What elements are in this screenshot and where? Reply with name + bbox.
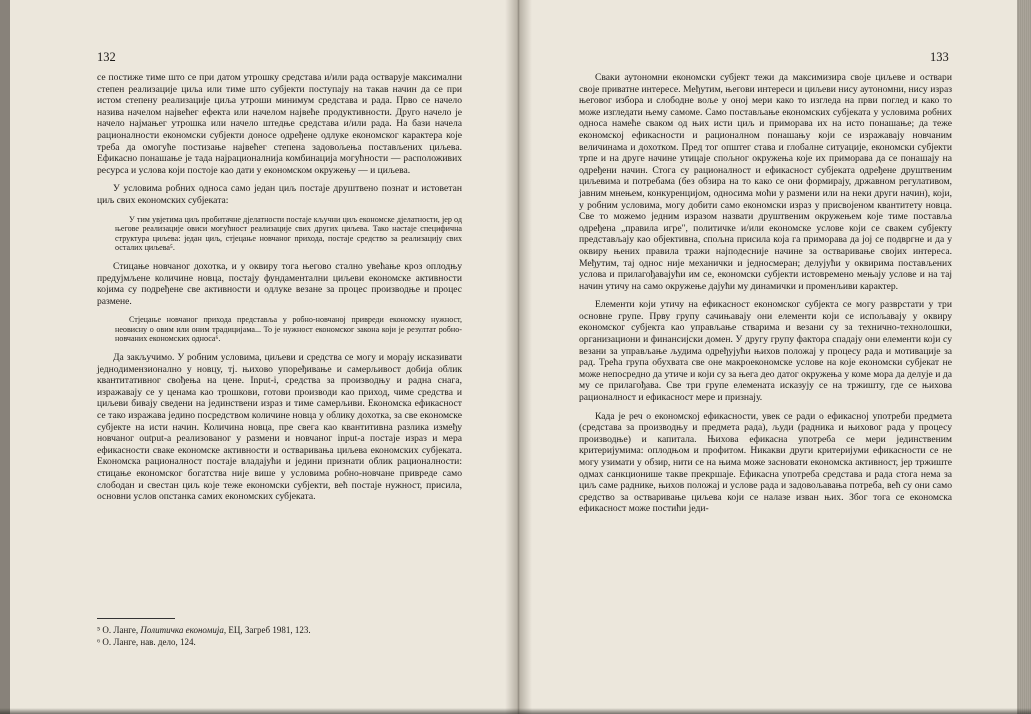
page-number: 133 <box>930 50 949 64</box>
paragraph: У условима робних односа само један циљ постаје друштвено познат и истоветан циљ свих економских субјеката: <box>97 183 462 206</box>
footnote-rest: ЕЦ, Загреб 1981, 123. <box>228 625 311 635</box>
footnote-rule <box>97 618 175 619</box>
footnote-author: О. Ланге, <box>102 637 139 647</box>
book-gutter <box>505 0 532 714</box>
page-edge <box>0 0 10 714</box>
paragraph: се постиже тиме што се при датом утрошку средстава и/или рада остварује максимални степен реализације циља или тиме што субјекти поступају на такав начин да се при истом степену реализације циља утроши минимум средстава и рада. Прво се начело назива начелом највећег ефекта или начелом највеће продуктивности. Друго начело је начело најмањег утрошка или начело штедње средстава и/или рада. На бази начела рационалности економски субјекти доносе одређене одлуке економског карактера које треба да омогуће постизање највећег степена задовољења постављених циљева. Ефикасно понашање је тада најрационалнија комбинација могућности — расположивих ресурса и услова који постоје као дати у економском окружењу — и циљева. <box>97 72 462 176</box>
block-quote: У тим увјетима циљ пробитачне дјелатности постаје кључни циљ економске дјелатности, јер од његове реализације овиси могућност реализације свих других циљева. Тако настаје специфична структура циљева: један циљ, стјецање новчаног прихода, постаје средство за реализацију свих осталих циљева⁵. <box>115 214 462 253</box>
paragraph: Сваки аутономни економски субјект тежи да максимизира своје циљеве и оствари своје приватне интересе. Међутим, његови интереси и циљеви нису аутономни, нису израз његовог избора и слободне воље у оној мери како то изгледа на први поглед и како то може изгледати њему самоме. Само постављање економских субјеката у условима робних односа намеће сваком од њих исти циљ и приморава их на исто понашање; да теже економској ефикасности и рационалном понашању који се изражавају новчаним величинама и дохотком. Пред тог општег става и глобалне ситуације, економски субјекти трпе и на друге начине утицаје спољног окружења које их приморава да се понашају на одређени начин. Стога су рационалност и ефикасност субјеката одређене друштвеним циљевима и потребама (без обзира на то како се они формирају, државном регулативом, јавним мнењем, конкуренцијом, односима моћи у размени или на неки други начин), који, у робним условима, могу добити само економски израз у присвојеном квантитету новца. Све то можемо једним изразом назвати друштвеним окружењем које тиме поставља одређена „правила игре", политичке и/или економске услове који се свакем субјекту представљају као објективна, спољна присила која га приморава да јој се подвргне и да у оквиру њених правила тражи најподесније начине за остваривање својих интереса. Међутим, тај однос није механички и једносмеран; делујући у оквирима постављених услова и прилагођавајући им се, економски субјекти истовремено мењају услове и на тај начин утичу на само окружење дајући му динамички и променљиви карактер. <box>579 72 952 292</box>
left-page <box>0 0 515 714</box>
footnote-rest: нав. дело, 124. <box>140 637 196 647</box>
footnote <box>97 624 462 636</box>
page-number: 132 <box>97 50 116 64</box>
footnote-title: Политичка економија, <box>140 625 227 635</box>
paragraph: Када је реч о економској ефикасности, увек се ради о ефикасној употреби предмета (средстава за производњу и предмета рада), људи (радника и њиховог рада у процесу производње) и капитала. Њихова ефикасна употреба се мери јединственим критеријумима: оплодњом и профитом. Никакви други критеријуми ефикасности се не могу узимати у обзир, нити се на њима може засновати економска активност, јер тржиште одмах санкционише такве прекршаје. Ефикасна употреба средстава и рада стога нема за циљ саме раднике, њихов положај и услове рада и задовољавања потреба, већ су они само средство за остваривање циљева који се налазе изван њих. Због тога се економска ефикасност може постићи једи- <box>579 410 952 515</box>
paragraph: Стицање новчаног дохотка, и у оквиру тога његово стално увећање кроз оплодњу предујмљене количине новца, постају фундаментални циљеви економске активности којима су подређене све активности и одлуке везане за процес производње и процес размене. <box>97 260 462 307</box>
footnote-mark: ⁵ <box>97 625 101 635</box>
paragraph: Елементи који утичу на ефикасност економског субјекта се могу разврстати у три основне групе. Прву групу сачињавају они елементи који се испољавају у оквиру економског субјекта као управљање стварима и везани су за технично-технолошки, организациони и финансијски домен. У другу групу фактора спадају они елементи који су везани за управљање људима одређујући њихов положај у процесу рада и мотивације за рад. Трећа група обухвата све оне макроекономске услове на које економски субјекат не може непосредно да утиче и који су за њега део датог окружења у коме мора да делује и да му се прилагођава. Све три групе елемената исказују се на тржишту, где се њихова рационалност и ефикасност мере и признају. <box>579 299 952 404</box>
page-edge <box>1017 0 1031 714</box>
footnote <box>97 636 462 648</box>
bottom-shadow <box>0 708 1031 714</box>
footnote-mark: ⁶ <box>97 637 101 647</box>
text-column <box>579 72 952 515</box>
footnotes <box>97 618 462 648</box>
paragraph: Да закључимо. У робним условима, циљеви и средства се могу и морају исказивати једнодимензионално у новцу, тј. њихово упоређивање и самерљивост добија облик квантитативног свођења на цене. Input-i, средства за производњу и радна снага, изражавају се у ценама као трошкови, готови производи као приход, чиме средства и циљеви бивају сведени на јединствени израз и тиме самерљиви. Економска ефикасност се тако изражава једино посредством количине новца у облику дохотка, за све економске субјекте на исти начин. Количина новца, пре свега као квантитивна разлика између новчаног output-a реализованог у размени и новчаног input-a постаје израз и мера ефикасности сваке економске активности и остваривања циљева економских субјеката. Економска рационалност постаје владајући и једини признати облик рационалности: стицање економског богатства није више у условима робно-новчане привреде само слободан и свестан циљ које теже економски субјекти, већ постаје нужност, присила, основни услов опстанка самих економских субјеката. <box>97 352 462 503</box>
text-column <box>97 72 462 503</box>
right-page <box>517 0 1031 714</box>
block-quote: Стјецање новчаног прихода представља у робно-новчаној привреди економску нужност, неовисну о овим или оним традицијама... То је нужност економског закона који је резултат робно-новчаних економских односа⁶. <box>115 315 462 344</box>
footnote-author: О. Ланге, <box>102 625 139 635</box>
